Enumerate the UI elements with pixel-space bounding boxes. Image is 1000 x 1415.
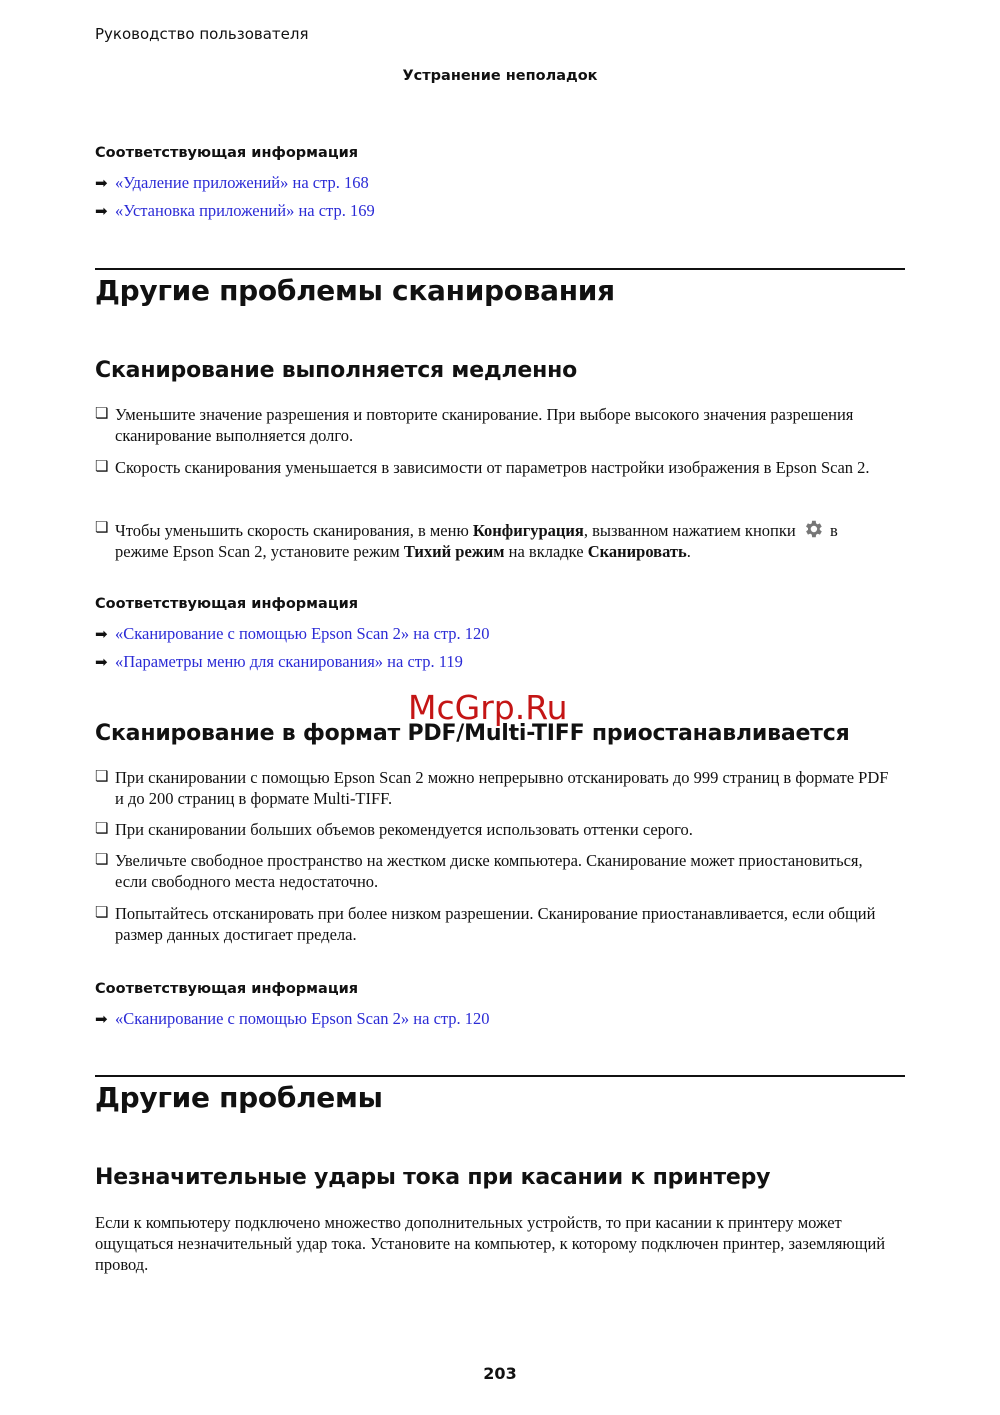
- list-item-text: Попытайтесь отсканировать при более низком разрешении. Сканирование приостанавливается, если общий размер данных достигает предела.: [115, 904, 876, 944]
- mode-name-quiet: Тихий режим: [403, 542, 505, 561]
- watermark: McGrp.Ru: [408, 688, 568, 727]
- list-item-text: При сканировании с помощью Epson Scan 2 можно непрерывно отсканировать до 999 страниц в формате PDF и до 200 страниц в формате Multi-TIFF.: [115, 768, 889, 808]
- list-item: [95, 767, 895, 809]
- checkbox-icon: ❏: [95, 459, 109, 475]
- document-title: Руководство пользователя: [95, 25, 309, 43]
- section-heading: Другие проблемы сканирования: [95, 274, 615, 307]
- link-scan-epson-scan2[interactable]: «Сканирование с помощью Epson Scan 2» на стр. 120: [115, 1009, 490, 1028]
- checkbox-icon: ❏: [95, 905, 109, 921]
- checkbox-icon: ❏: [95, 852, 109, 868]
- arrow-right-icon: ➡: [95, 175, 108, 192]
- menu-name-configuration: Конфигурация: [472, 521, 584, 540]
- list-item-text: Увеличьте свободное пространство на жестком диске компьютера. Сканирование может приостановиться, если свободного места недостаточно.: [115, 851, 863, 891]
- related-link-row: [95, 1009, 490, 1029]
- related-link-row: [95, 624, 490, 644]
- tab-name-scan: Сканировать: [587, 542, 687, 561]
- checkbox-icon: ❏: [95, 769, 109, 785]
- list-item: [95, 850, 895, 892]
- section-heading: Другие проблемы: [95, 1081, 383, 1114]
- section-divider: [95, 1075, 905, 1077]
- gear-icon: [802, 518, 824, 540]
- link-uninstall-apps[interactable]: «Удаление приложений» на стр. 168: [115, 173, 369, 192]
- link-scan-menu-options[interactable]: «Параметры меню для сканирования» на стр. 119: [115, 652, 463, 671]
- arrow-right-icon: ➡: [95, 654, 108, 671]
- link-install-apps[interactable]: «Установка приложений» на стр. 169: [115, 201, 375, 220]
- checkbox-icon: ❏: [95, 821, 109, 837]
- related-info-heading: Соответствующая информация: [95, 981, 359, 997]
- related-info-heading: Соответствующая информация: [95, 145, 359, 161]
- list-item: [95, 518, 895, 562]
- list-item-text: Скорость сканирования уменьшается в зависимости от параметров настройки изображения в Epson Scan 2.: [115, 458, 870, 477]
- related-link-row: [95, 652, 463, 672]
- list-item-text: Чтобы уменьшить скорость сканирования, в меню Конфигурация, вызванном нажатием кнопки в режиме Epson Scan 2, установите режим Тихий режим на вкладке Сканировать.: [115, 518, 895, 562]
- arrow-right-icon: ➡: [95, 203, 108, 220]
- list-item-text: При сканировании больших объемов рекомендуется использовать оттенки серого.: [115, 820, 693, 839]
- checkbox-icon: ❏: [95, 520, 109, 536]
- page-number: 203: [483, 1364, 517, 1383]
- subsection-heading: Сканирование выполняется медленно: [95, 358, 578, 383]
- arrow-right-icon: ➡: [95, 1011, 108, 1028]
- section-divider: [95, 268, 905, 270]
- section-header: Устранение неполадок: [402, 68, 598, 84]
- list-item-text: Уменьшите значение разрешения и повторите сканирование. При выборе высокого значения разрешения сканирование выполняется долго.: [115, 405, 854, 445]
- list-item: [95, 457, 895, 478]
- paragraph: Если к компьютеру подключено множество дополнительных устройств, то при касании к принтеру может ощущаться незначительный удар тока. Установите на компьютер, к которому подключен принтер, заземляющий провод.: [95, 1213, 886, 1274]
- related-link-row: [95, 201, 375, 221]
- related-info-heading: Соответствующая информация: [95, 596, 359, 612]
- related-link-row: [95, 173, 369, 193]
- list-item: [95, 819, 895, 840]
- arrow-right-icon: ➡: [95, 626, 108, 643]
- subsection-heading: Незначительные удары тока при касании к принтеру: [95, 1165, 771, 1190]
- link-scan-epson-scan2[interactable]: «Сканирование с помощью Epson Scan 2» на стр. 120: [115, 624, 490, 643]
- subsection-heading: Сканирование в формат PDF/Multi-TIFF приостанавливается: [95, 721, 850, 746]
- list-item: [95, 404, 895, 446]
- list-item: [95, 903, 895, 945]
- checkbox-icon: ❏: [95, 406, 109, 422]
